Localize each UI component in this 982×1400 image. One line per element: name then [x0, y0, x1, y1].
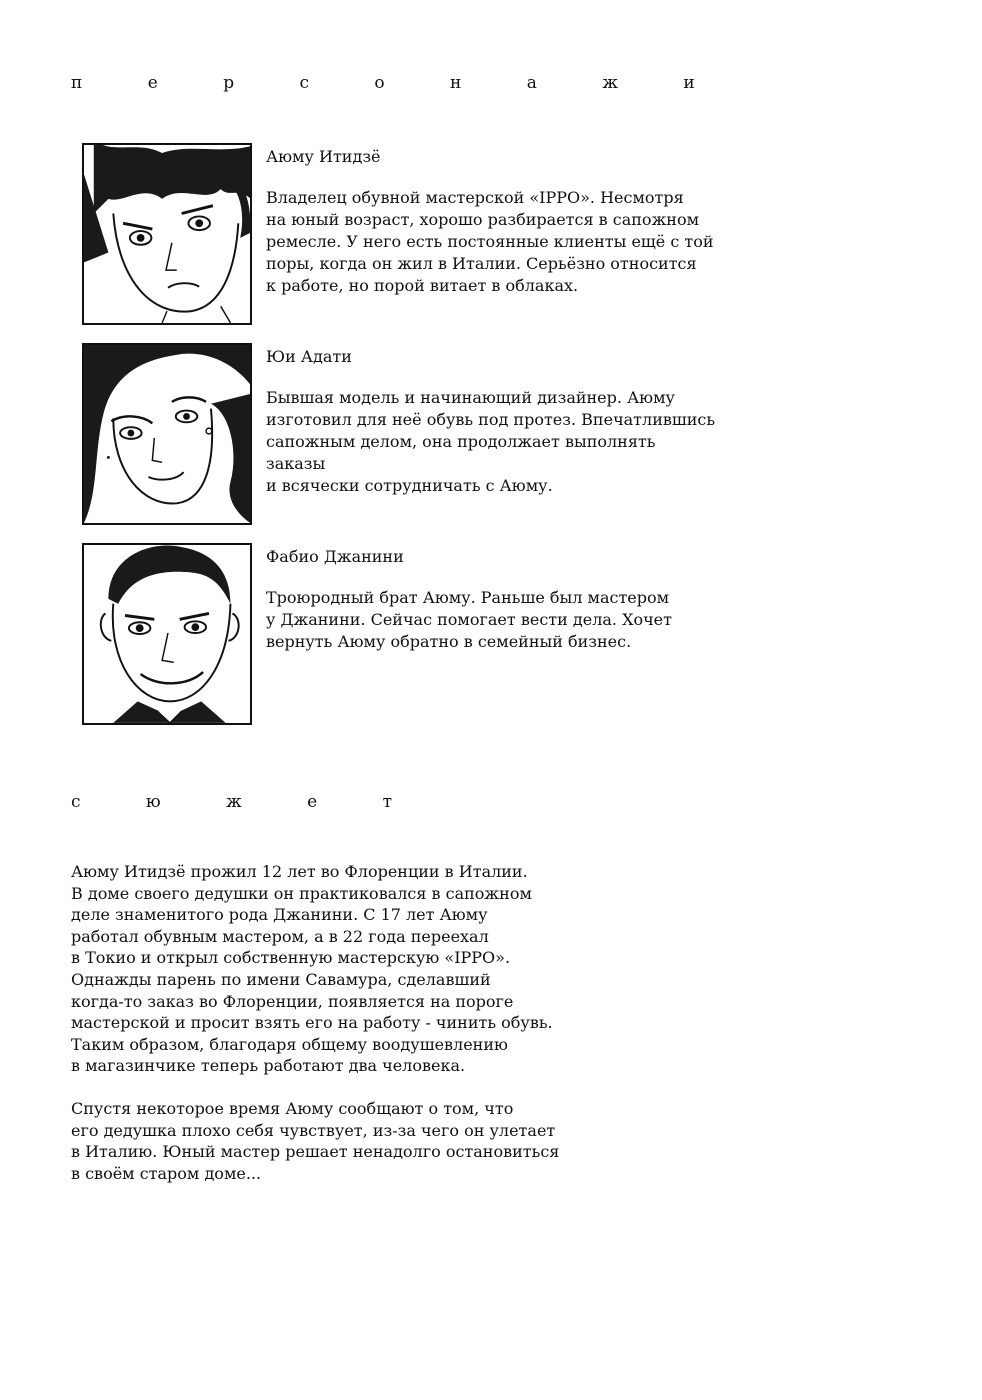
characters-section-title: п е р с о н а ж и: [71, 73, 725, 93]
plot-paragraph: Аюму Итидзё прожил 12 лет во Флоренции в Италии. В доме своего дедушки он практиковался в сапожном деле знаменитого рода Джанини. С 17 лет Аюму работал обувным мастером, а в 22 года переехал в Токио и открыл собственную мастерскую «IPPO». Однажды парень по имени Савамура, сделавший когда-то заказ во Флоренции, появляется на пороге мастерской и просит взять его на работу - чинить обувь. Таким образом, благодаря общему воодушевлению в магазинчике теперь работают два человека.: [71, 862, 553, 1076]
character-portrait-yui: [82, 343, 252, 525]
character-card-fabio: [82, 543, 722, 729]
character-description: Владелец обувной мастерской «IPPO». Несмотря на юный возраст, хорошо разбирается в сапожном ремесле. У него есть постоянные клиенты ещё с той поры, когда он жил в Италии. Серьёзно относится к работе, но порой витает в облаках.: [266, 188, 714, 295]
character-description: Бывшая модель и начинающий дизайнер. Аюму изготовил для неё обувь под протез. Впечатлившись сапожным делом, она продолжает выполнять заказы и всячески сотрудничать с Аюму.: [266, 388, 716, 495]
character-card-yui: [82, 343, 722, 529]
character-name: Аюму Итидзё: [266, 147, 381, 166]
character-name: Юи Адати: [266, 347, 352, 366]
character-name: Фабио Джанини: [266, 547, 404, 566]
character-portrait-ayumu: [82, 143, 252, 325]
character-description: Троюродный брат Аюму. Раньше был мастером у Джанини. Сейчас помогает вести дела. Хочет вернуть Аюму обратно в семейный бизнес.: [266, 588, 672, 651]
character-portrait-fabio: [82, 543, 252, 725]
plot-paragraph: Спустя некоторое время Аюму сообщают о том, что его дедушка плохо себя чувствует, из-за чего он улетает в Италию. Юный мастер решает ненадолго остановиться в своём старом доме...: [71, 1099, 560, 1183]
character-card-ayumu: [82, 143, 722, 329]
plot-section-title: с ю ж е т: [71, 792, 423, 812]
